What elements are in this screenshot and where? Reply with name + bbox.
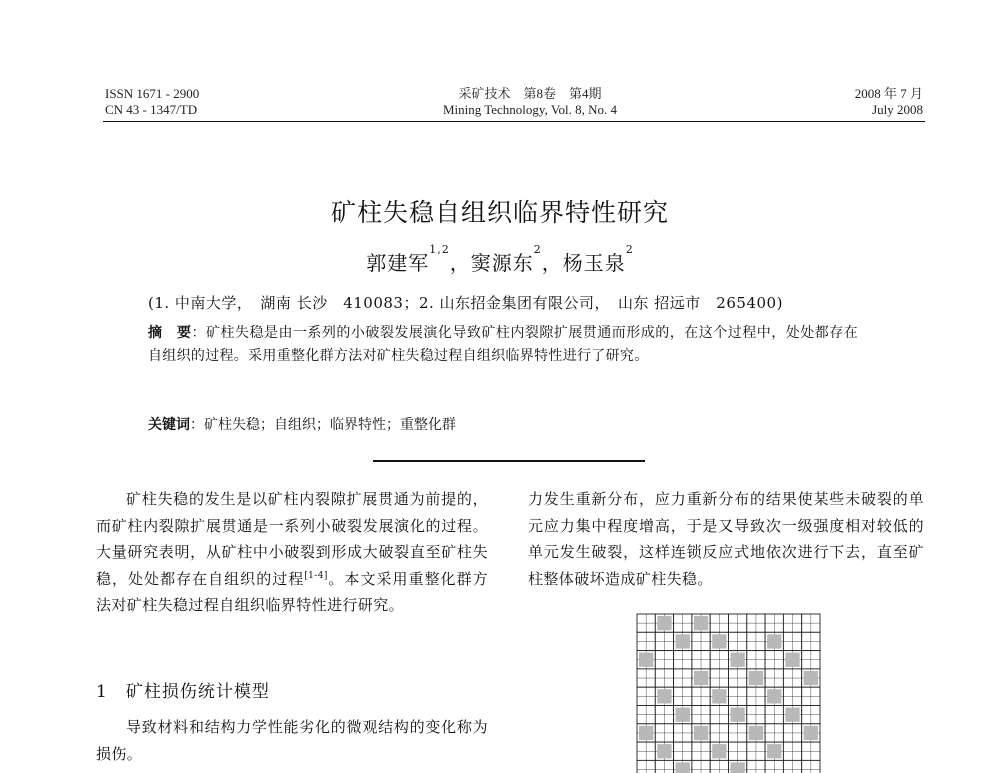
journal-name-en: Mining Technology, Vol. 8, No. 4 [442,102,618,117]
keywords [148,414,858,436]
damaged-cell [804,671,818,685]
damaged-cell [785,708,799,722]
damage-grid-figure [636,613,822,773]
keywords-label: 关键词 [148,417,190,433]
author-1-affil: 1,2 [429,243,450,256]
damaged-cell [767,634,781,648]
section-divider [373,460,645,462]
issn: ISSN 1671 - 2900 [105,86,200,101]
author-1: 郭建军 [366,251,430,275]
paper-title: 矿柱失稳自组织临界特性研究 [330,198,669,227]
damaged-cell [694,726,708,740]
damaged-cell [712,744,726,758]
body-paragraph: 力发生重新分布，应力重新分布的结果使某些未破裂的单元应力集中程度增高，于是又导致次一级强度相对较低的单元发生破裂，这样连锁反应式地依次进行下去，直至矿柱整体破坏造成矿柱失稳。 [528,490,924,588]
issue-date-en: July 2008 [872,102,923,117]
author-separator: ， [449,251,471,275]
keywords-text: ：矿柱失稳；自组织；临界特性；重整化群 [190,417,456,433]
damaged-cell [694,671,708,685]
abstract-label: 摘 要 [148,325,192,341]
damaged-cell [657,689,671,703]
damaged-cell [749,726,763,740]
abstract [148,322,858,368]
damaged-cell [657,744,671,758]
author-3: 杨玉泉 [562,251,626,275]
citation-ref: [1-4] [304,570,328,581]
damaged-cell [676,708,690,722]
author-3-affil: 2 [625,243,634,256]
running-header-right [855,86,923,118]
body-left-column-continued [96,714,488,767]
damaged-cell [676,762,690,773]
body-paragraph [96,486,488,619]
damaged-cell [639,653,653,667]
running-header-left [105,86,199,118]
damaged-cell [731,653,745,667]
damaged-cell [676,634,690,648]
paragraph-text: 矿柱失稳的发生是以矿柱内裂隙扩展贯通为前提的，而矿柱内裂隙扩展贯通是一系列小破裂发展演化的过程。大量研究表明，从矿柱中小破裂到形成大破裂直至矿柱失稳，处处都存在自组织的过程 [96,490,488,588]
cn-number: CN 43 - 1347/TD [105,102,198,117]
issue-date-cn: 2008 年 7 月 [854,86,923,101]
damaged-cell [767,689,781,703]
damaged-cell [731,708,745,722]
author-2-affil: 2 [533,243,542,256]
damaged-cell [731,762,745,773]
damaged-cell [785,653,799,667]
running-header-center [380,86,680,118]
damaged-cell [694,616,708,630]
abstract-text: ：矿柱失稳是由一系列的小破裂发展演化导致矿柱内裂隙扩展贯通而形成的，在这个过程中，处处都存在自组织的过程。采用重整化群方法对矿柱失稳过程自组织临界特性进行了研究。 [148,325,858,364]
body-paragraph: 导致材料和结构力学性能劣化的微观结构的变化称为损伤。 [96,718,488,763]
damaged-cell [767,744,781,758]
paragraph-text: 。本文采用重整化群方法对矿柱失稳过程自组织临界特性进行研究。 [96,569,488,614]
damaged-cell [639,726,653,740]
damaged-cell [749,671,763,685]
journal-name-cn: 采矿技术 第8卷 第4期 [458,86,602,101]
damaged-cell [712,634,726,648]
author-list [0,243,1000,276]
body-left-column [96,486,488,619]
damaged-cell [804,726,818,740]
body-right-column [528,486,924,592]
damaged-cell [657,616,671,630]
author-2: 窦源东 [470,251,534,275]
damaged-cell [712,689,726,703]
header-rule [103,121,925,122]
affiliation: (1. 中南大学， 湖南 长沙 410083；2. 山东招金集团有限公司， 山东 招远市 265400) [148,294,783,312]
author-separator: ， [541,251,563,275]
section-heading: 1 矿柱损伤统计模型 [96,682,270,702]
